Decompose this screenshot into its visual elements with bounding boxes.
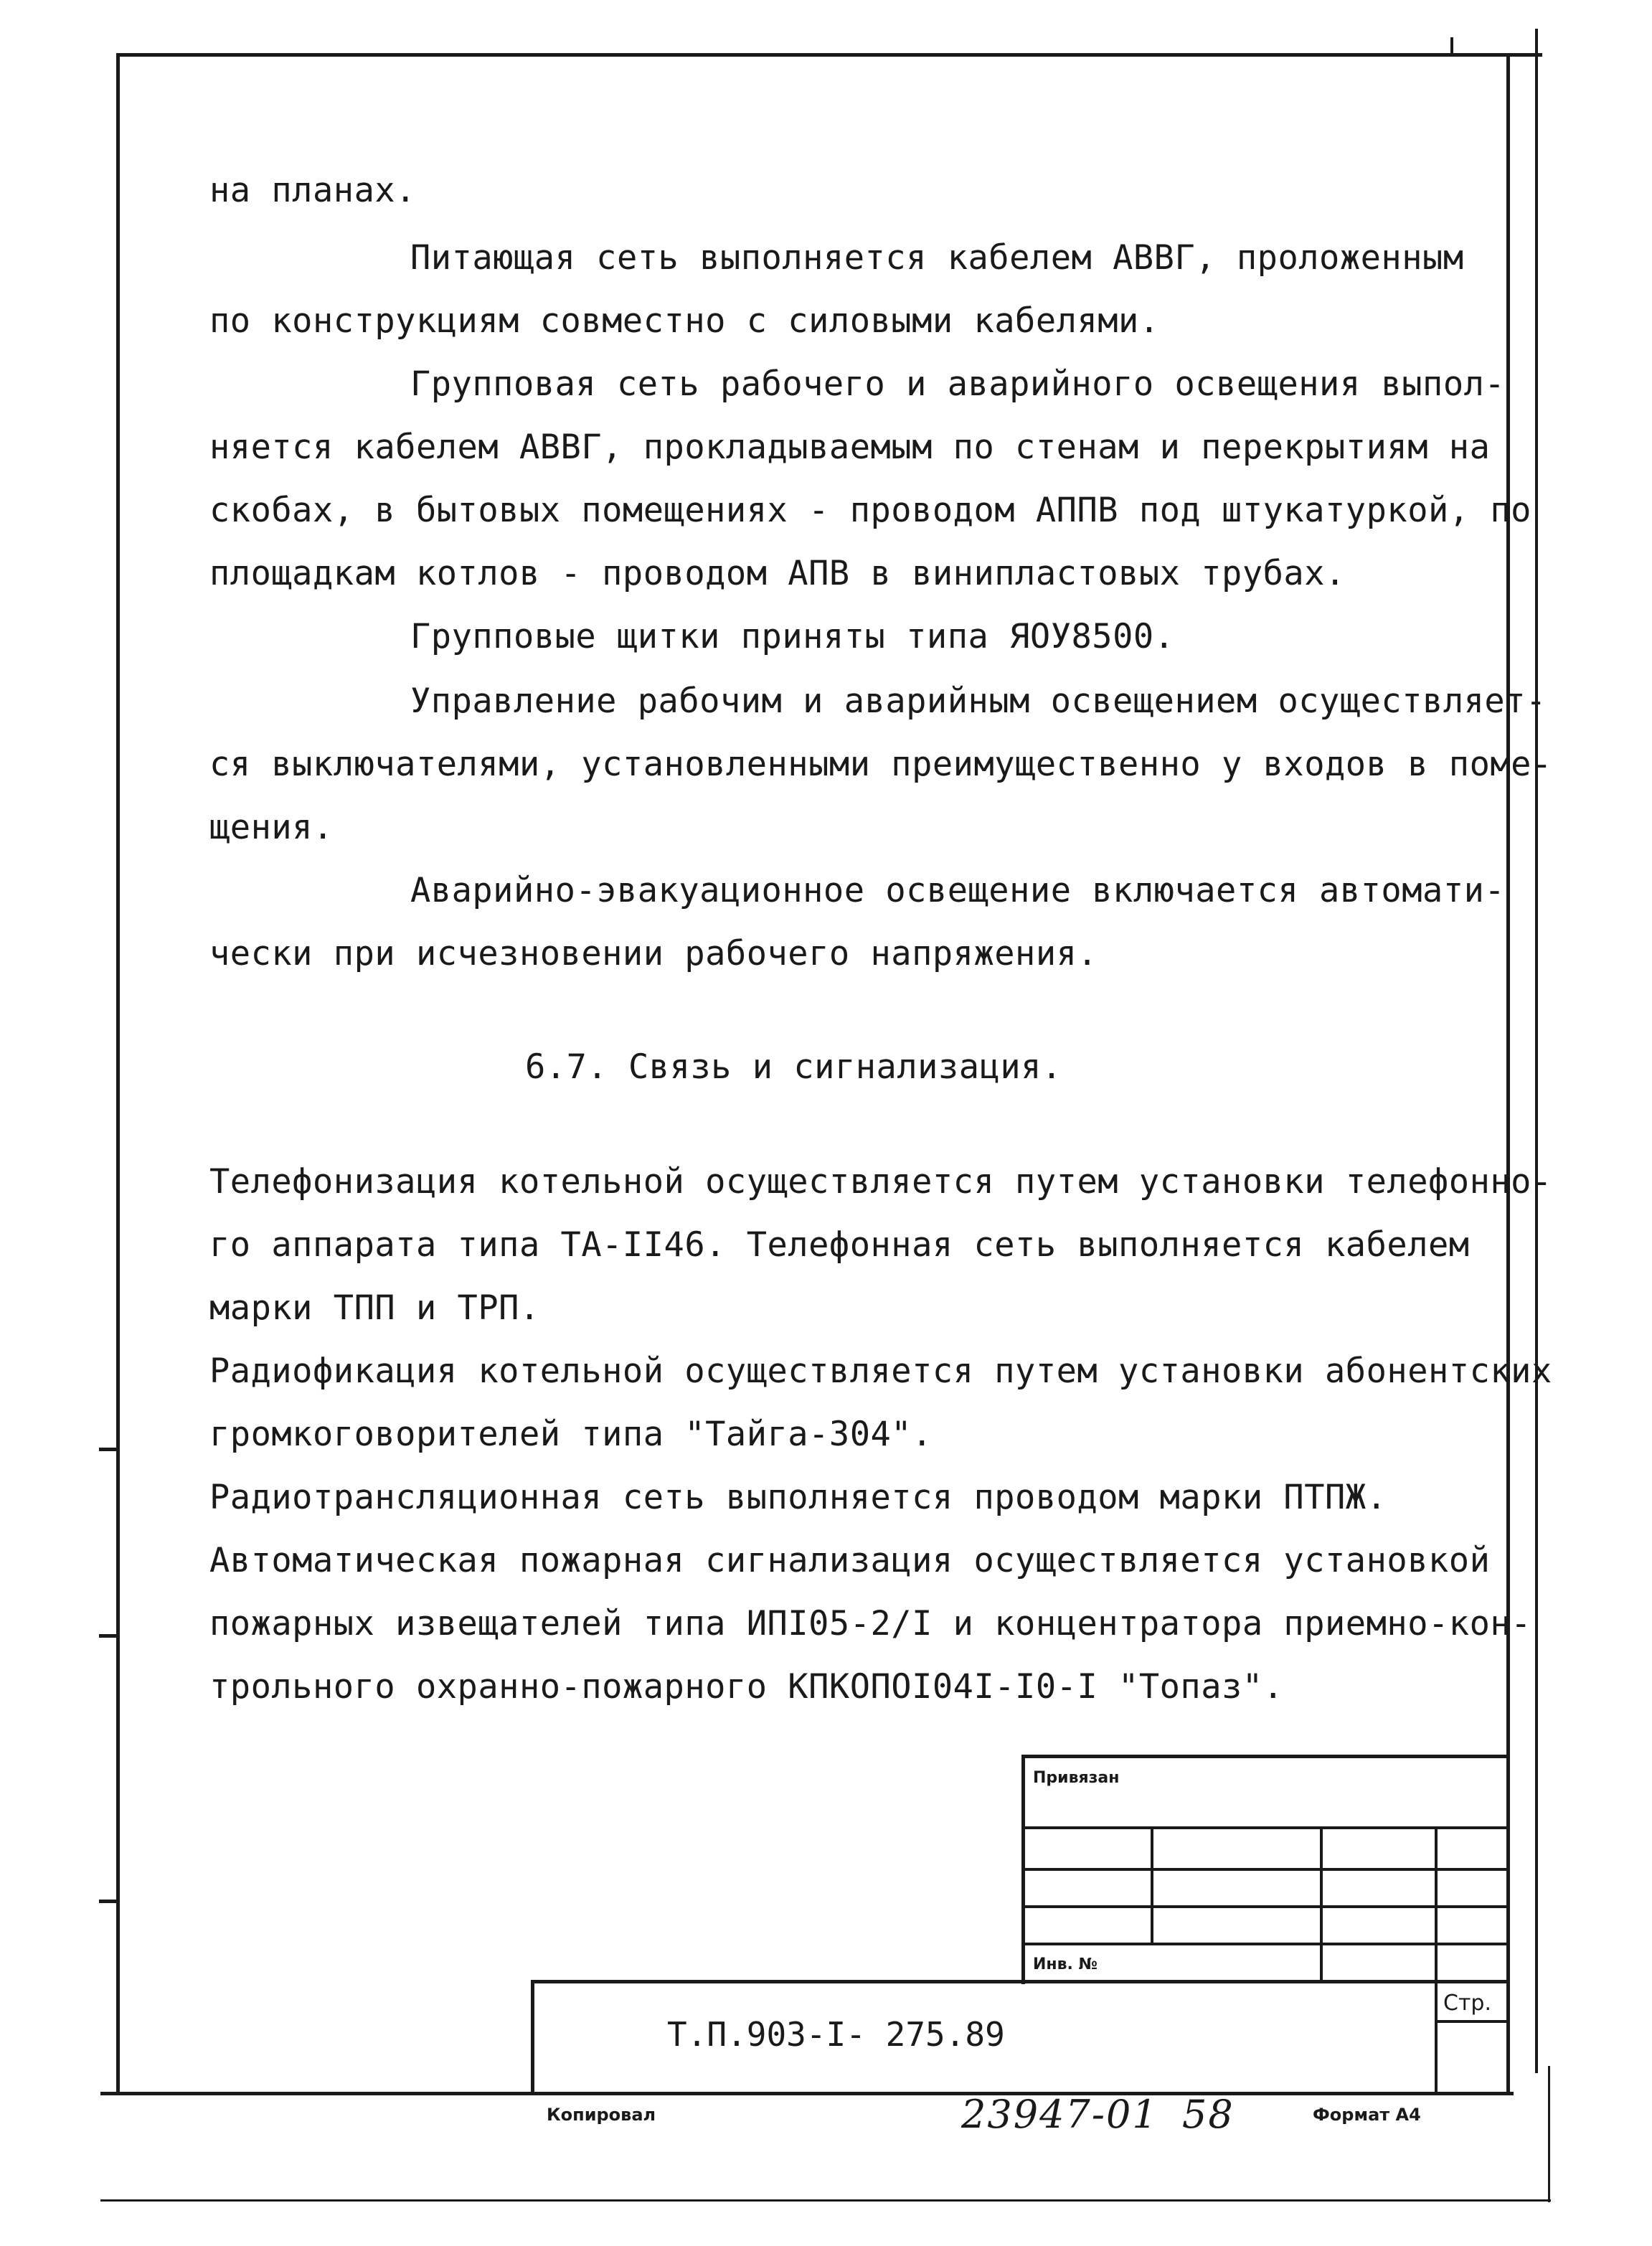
document-code: Т.П.903-I- 275.89	[667, 2015, 1005, 2054]
code-box-left-line	[531, 1980, 534, 2095]
margin-tick-1	[99, 1448, 119, 1451]
frame-right-border-outer	[1535, 29, 1538, 2073]
paragraph-line: ся выключателями, установленными преимущественно у входов в поме-	[209, 745, 1552, 784]
paragraph-line: чески при исчезновении рабочего напряжения.	[209, 934, 1098, 973]
section-line: Радиофикация котельной осуществляется путем установки абонентских	[209, 1351, 1552, 1391]
handwritten-archive-number: 23947-01	[961, 2092, 1158, 2137]
section-line: марки ТПП и ТРП.	[209, 1288, 540, 1328]
section-line: Радиотрансляционная сеть выполняется проводом марки ПТПЖ.	[209, 1478, 1387, 1517]
section-line: трольного охранно-пожарного КПКОПОI04I-I0-I "Топаз".	[209, 1667, 1284, 1707]
code-box-top-line	[531, 1980, 1509, 1983]
frame-left-border	[116, 53, 120, 2095]
margin-tick-2	[99, 1634, 119, 1638]
paragraph-line: Питающая сеть выполняется кабелем АВВГ, проложенным	[410, 238, 1464, 278]
margin-tick-3	[99, 1900, 119, 1903]
paragraph-line: Управление рабочим и аварийным освещением осуществляет-	[410, 681, 1547, 721]
stamp-col-line-1	[1151, 1826, 1153, 1943]
section-line: Автоматическая пожарная сигнализация осуществляется установкой	[209, 1541, 1491, 1580]
paragraph-line: на планах.	[209, 171, 416, 210]
section-line: го аппарата типа ТА-II46. Телефонная сеть выполняется кабелем	[209, 1225, 1470, 1265]
frame-top-tick	[1450, 37, 1453, 56]
paragraph-line: Групповая сеть рабочего и аварийного освещения выпол-	[410, 364, 1506, 404]
format-label: Формат А4	[1313, 2105, 1421, 2125]
frame-bottom-border	[100, 2092, 1514, 2095]
paragraph-line: площадкам котлов - проводом АПВ в винипластовых трубах.	[209, 554, 1346, 593]
frame-top-border	[116, 53, 1542, 57]
paragraph-line: Аварийно-эвакуационное освещение включается автомати-	[410, 871, 1506, 910]
frame-right-border-inner	[1506, 53, 1510, 2095]
privyazan-label: Привязан	[1033, 1769, 1120, 1787]
section-line: Телефонизация котельной осуществляется путем установки телефонно-	[209, 1162, 1552, 1202]
inv-number-label: Инв. №	[1033, 1955, 1098, 1973]
stamp-col-line-2	[1320, 1826, 1323, 1983]
section-heading: 6.7. Связь и сигнализация.	[525, 1047, 1062, 1087]
copied-by-label: Копировал	[547, 2105, 656, 2125]
stamp-col-line-3	[1435, 1826, 1438, 2092]
section-line: пожарных извещателей типа ИПI05-2/I и концентратора приемно-кон-	[209, 1604, 1531, 1643]
paragraph-line: по конструкциям совместно с силовыми кабелями.	[209, 301, 1160, 341]
paragraph-line: щения.	[209, 808, 334, 847]
outer-right-rule	[1548, 2066, 1550, 2202]
paragraph-line: няется кабелем АВВГ, прокладываемым по стенам и перекрытиям на	[209, 428, 1491, 467]
handwritten-page-number: 58	[1182, 2092, 1235, 2137]
page-box-mid-line	[1435, 2020, 1509, 2023]
section-line: громкоговорителей типа "Тайга-304".	[209, 1415, 933, 1454]
stamp-top-line	[1021, 1755, 1509, 1758]
paragraph-line: скобах, в бытовых помещениях - проводом АППВ под штукатуркой, по	[209, 491, 1531, 530]
page-label: Стр.	[1443, 1991, 1492, 2016]
outer-bottom-rule	[100, 2199, 1551, 2202]
paragraph-line: Групповые щитки приняты типа ЯОУ8500.	[410, 617, 1175, 656]
